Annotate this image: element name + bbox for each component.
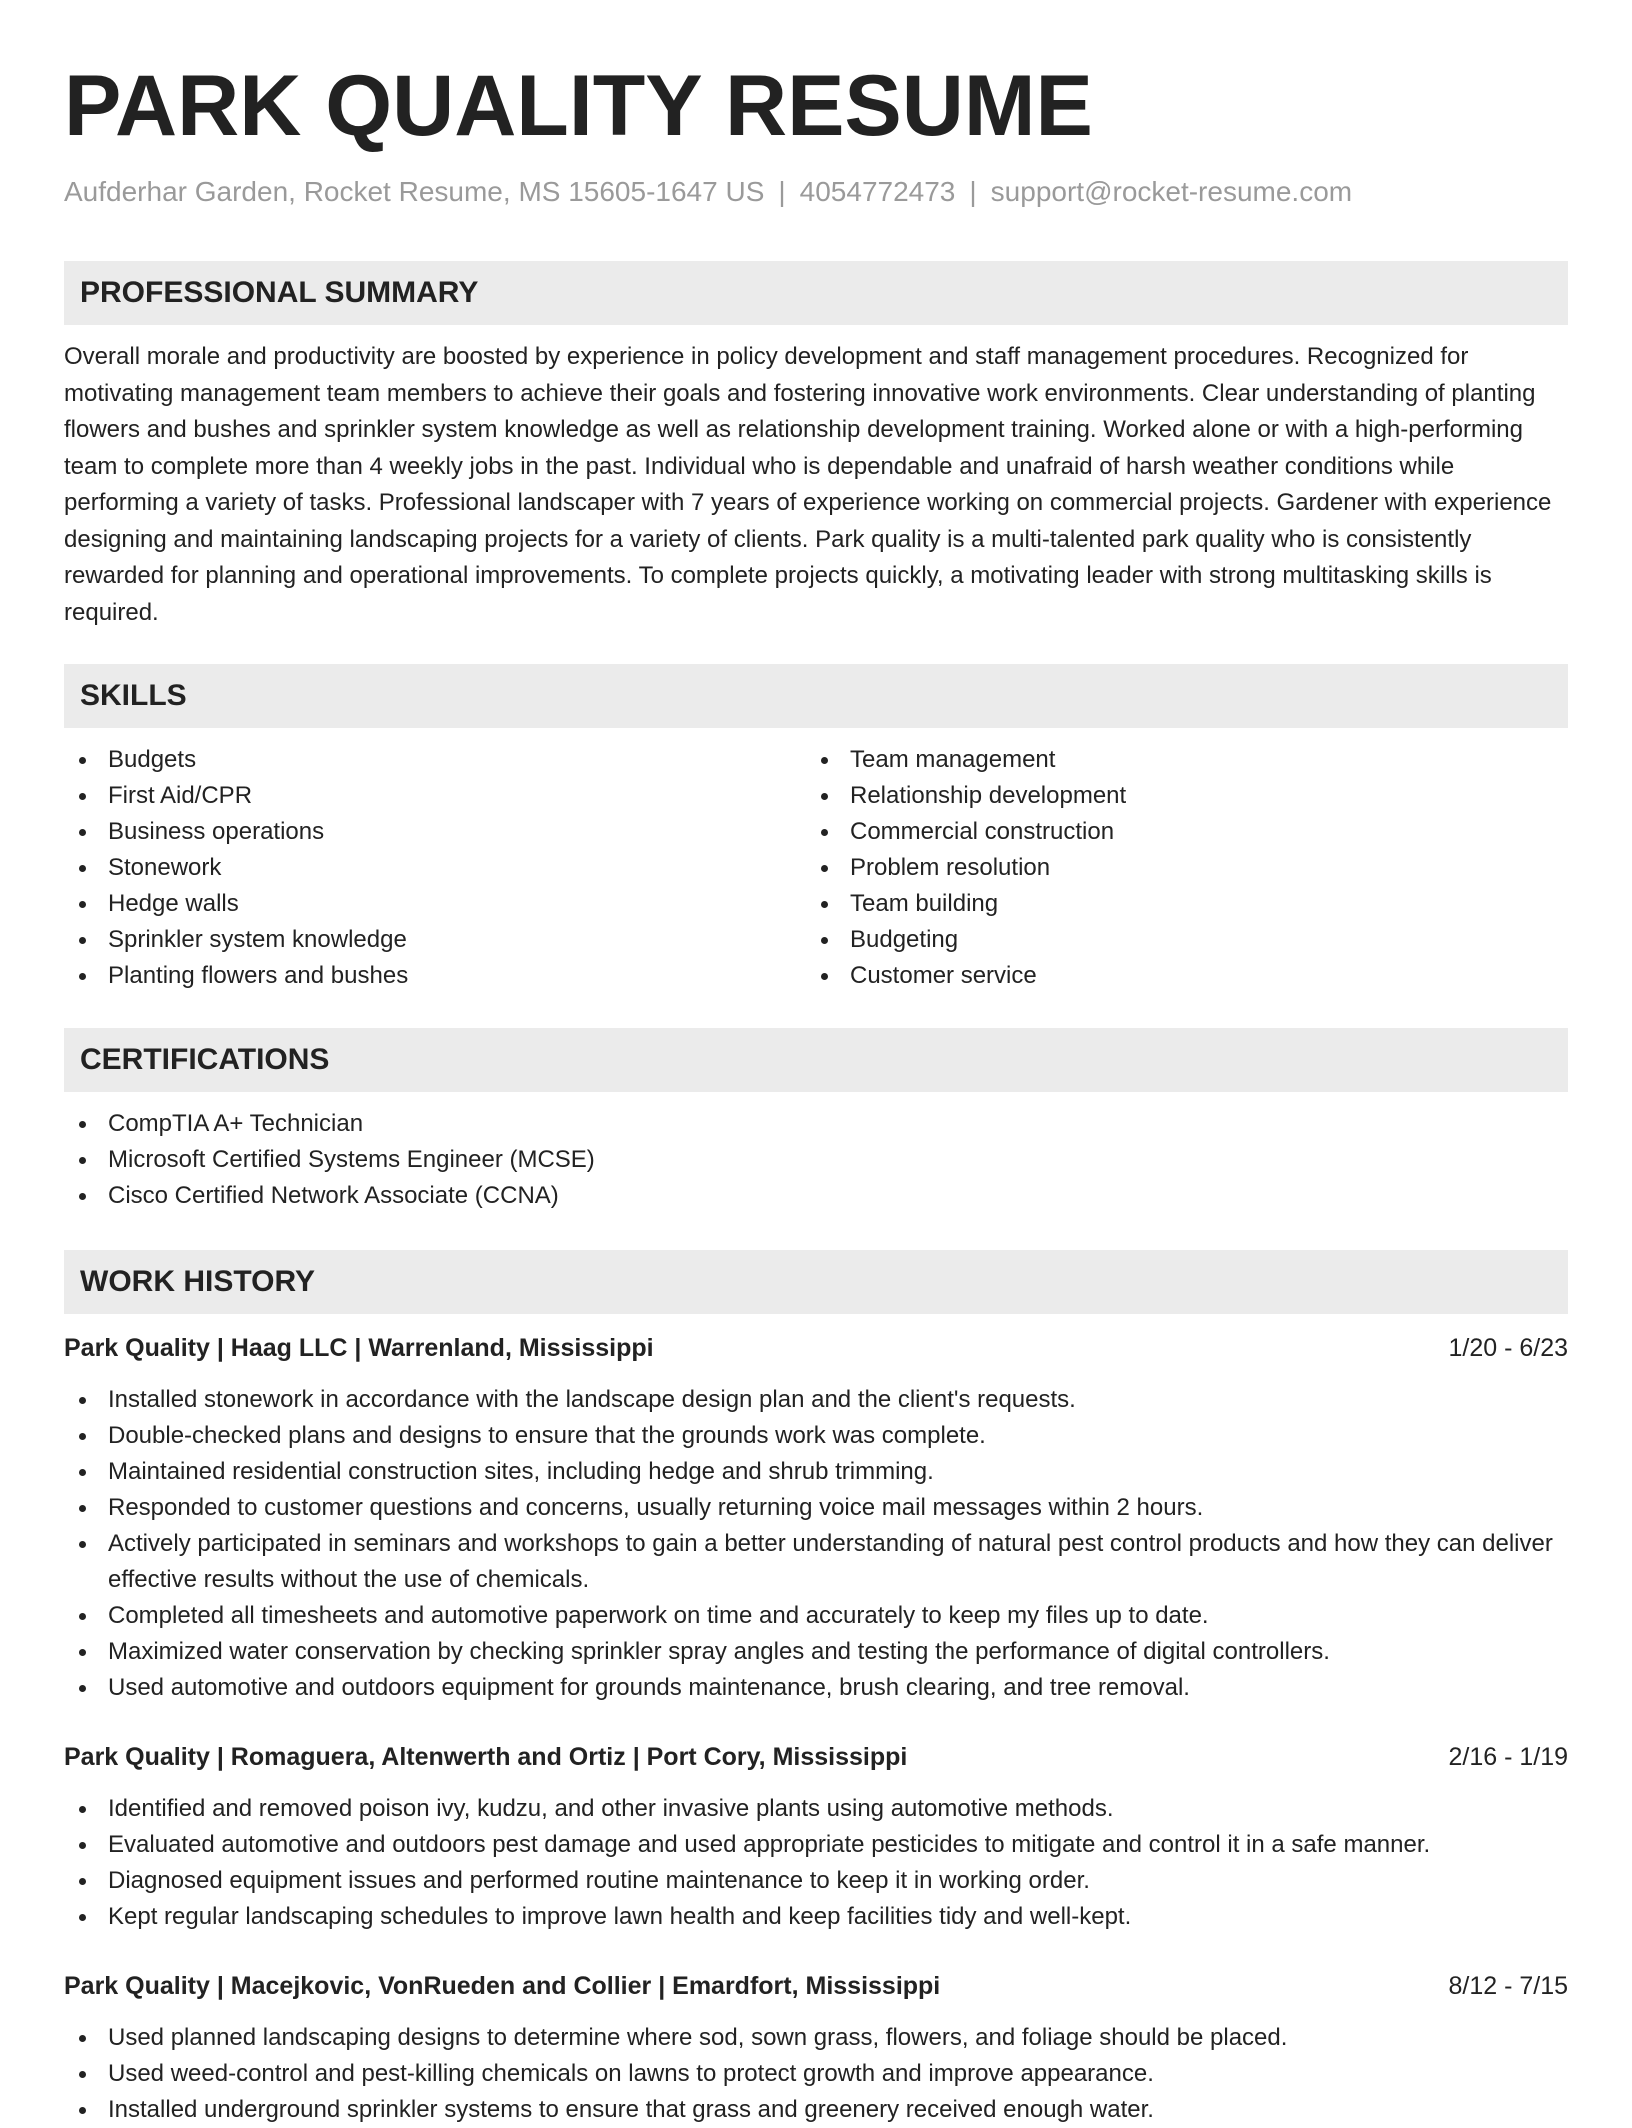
job-header	[64, 1330, 1568, 1366]
job-duty: Actively participated in seminars and workshops to gain a better understanding of natural pest control products and how they can deliver effective results without the use of chemicals.	[64, 1526, 1568, 1598]
summary-heading: PROFESSIONAL SUMMARY	[64, 261, 1568, 325]
contact-separator: |	[778, 176, 786, 207]
job-duty: Used planned landscaping designs to determine where sod, sown grass, flowers, and foliage should be placed.	[64, 2020, 1568, 2056]
summary-text: Overall morale and productivity are boosted by experience in policy development and staff management procedures. Recognized for motivating management team members to achieve their goals and fostering innovative work environments. Clear understanding of planting flowers and bushes and sprinkler system knowledge as well as relationship development training. Worked alone or with a high-performing team to complete more than 4 weekly jobs in the past. Individual who is dependable and unafraid of harsh weather conditions while performing a variety of tasks. Professional landscaper with 7 years of experience working on commercial projects. Gardener with experience designing and maintaining landscaping projects for a variety of clients. Park quality is a multi-talented park quality who is consistently rewarded for planning and operational improvements. To complete projects quickly, a motivating leader with strong multitasking skills is required.	[64, 343, 1552, 626]
skill-item: Planting flowers and bushes	[64, 958, 806, 994]
skill-item: Budgeting	[806, 922, 1548, 958]
address-text: Aufderhar Garden, Rocket Resume, MS 15605-1647 US	[64, 176, 765, 207]
skill-item: First Aid/CPR	[64, 778, 806, 814]
work-history-heading: WORK HISTORY	[64, 1250, 1568, 1314]
skill-item: Customer service	[806, 958, 1548, 994]
certification-item: Microsoft Certified Systems Engineer (MCSE)	[64, 1142, 1568, 1178]
job-duty: Diagnosed equipment issues and performed routine maintenance to keep it in working order.	[64, 1863, 1568, 1899]
job-duty: Installed stonework in accordance with the landscape design plan and the client's requests.	[64, 1382, 1568, 1418]
skill-item: Business operations	[64, 814, 806, 850]
job-duty: Identified and removed poison ivy, kudzu, and other invasive plants using automotive methods.	[64, 1791, 1568, 1827]
skill-item: Sprinkler system knowledge	[64, 922, 806, 958]
certifications-list	[64, 1106, 1568, 1214]
resume-name: PARK QUALITY RESUME	[64, 58, 1093, 154]
job-duty: Responded to customer questions and concerns, usually returning voice mail messages within 2 hours.	[64, 1490, 1568, 1526]
job-title: Park Quality | Romaguera, Altenwerth and Ortiz | Port Cory, Mississippi	[64, 1743, 908, 1771]
job-title: Park Quality | Haag LLC | Warrenland, Mississippi	[64, 1334, 654, 1362]
job-duty: Used automotive and outdoors equipment for grounds maintenance, brush clearing, and tree removal.	[64, 1670, 1568, 1706]
skills-heading: SKILLS	[64, 664, 1568, 728]
skill-item: Budgets	[64, 742, 806, 778]
job-duties-list	[64, 1382, 1568, 1706]
job-duty: Completed all timesheets and automotive paperwork on time and accurately to keep my files up to date.	[64, 1598, 1568, 1634]
email-text: support@rocket-resume.com	[990, 176, 1353, 207]
contact-separator: |	[969, 176, 977, 207]
skill-item: Hedge walls	[64, 886, 806, 922]
certification-item: Cisco Certified Network Associate (CCNA)	[64, 1178, 1568, 1214]
skill-item: Stonework	[64, 850, 806, 886]
skill-item: Commercial construction	[806, 814, 1548, 850]
job-header	[64, 1968, 1568, 2004]
skills-list	[64, 742, 1568, 994]
skills-column-left	[64, 742, 806, 994]
job-header	[64, 1739, 1568, 1775]
job-duties-list	[64, 1791, 1568, 1935]
skill-item: Team management	[806, 742, 1548, 778]
phone-text: 4054772473	[799, 176, 956, 207]
job-duty: Evaluated automotive and outdoors pest damage and used appropriate pesticides to mitigate and control it in a safe manner.	[64, 1827, 1568, 1863]
job-duty: Double-checked plans and designs to ensure that the grounds work was complete.	[64, 1418, 1568, 1454]
skill-item: Relationship development	[806, 778, 1548, 814]
job-duty: Installed underground sprinkler systems to ensure that grass and greenery received enough water.	[64, 2092, 1568, 2128]
job-duty: Used weed-control and pest-killing chemicals on lawns to protect growth and improve appearance.	[64, 2056, 1568, 2092]
job-entry	[64, 1330, 1568, 1706]
job-entry	[64, 1739, 1568, 1935]
certifications-heading: CERTIFICATIONS	[64, 1028, 1568, 1092]
skills-column-right	[806, 742, 1548, 994]
job-dates: 8/12 - 7/15	[1448, 1972, 1568, 2000]
job-entry	[64, 1968, 1568, 2128]
job-duty: Maintained residential construction sites, including hedge and shrub trimming.	[64, 1454, 1568, 1490]
resume-page	[64, 0, 1568, 2128]
job-dates: 1/20 - 6/23	[1448, 1334, 1568, 1362]
skill-item: Team building	[806, 886, 1548, 922]
job-duty: Maximized water conservation by checking sprinkler spray angles and testing the performance of digital controllers.	[64, 1634, 1568, 1670]
skill-item: Problem resolution	[806, 850, 1548, 886]
job-duty: Kept regular landscaping schedules to improve lawn health and keep facilities tidy and well-kept.	[64, 1899, 1568, 1935]
contact-line	[64, 174, 1568, 210]
certification-item: CompTIA A+ Technician	[64, 1106, 1568, 1142]
job-dates: 2/16 - 1/19	[1448, 1743, 1568, 1771]
job-title: Park Quality | Macejkovic, VonRueden and Collier | Emardfort, Mississippi	[64, 1972, 941, 2000]
